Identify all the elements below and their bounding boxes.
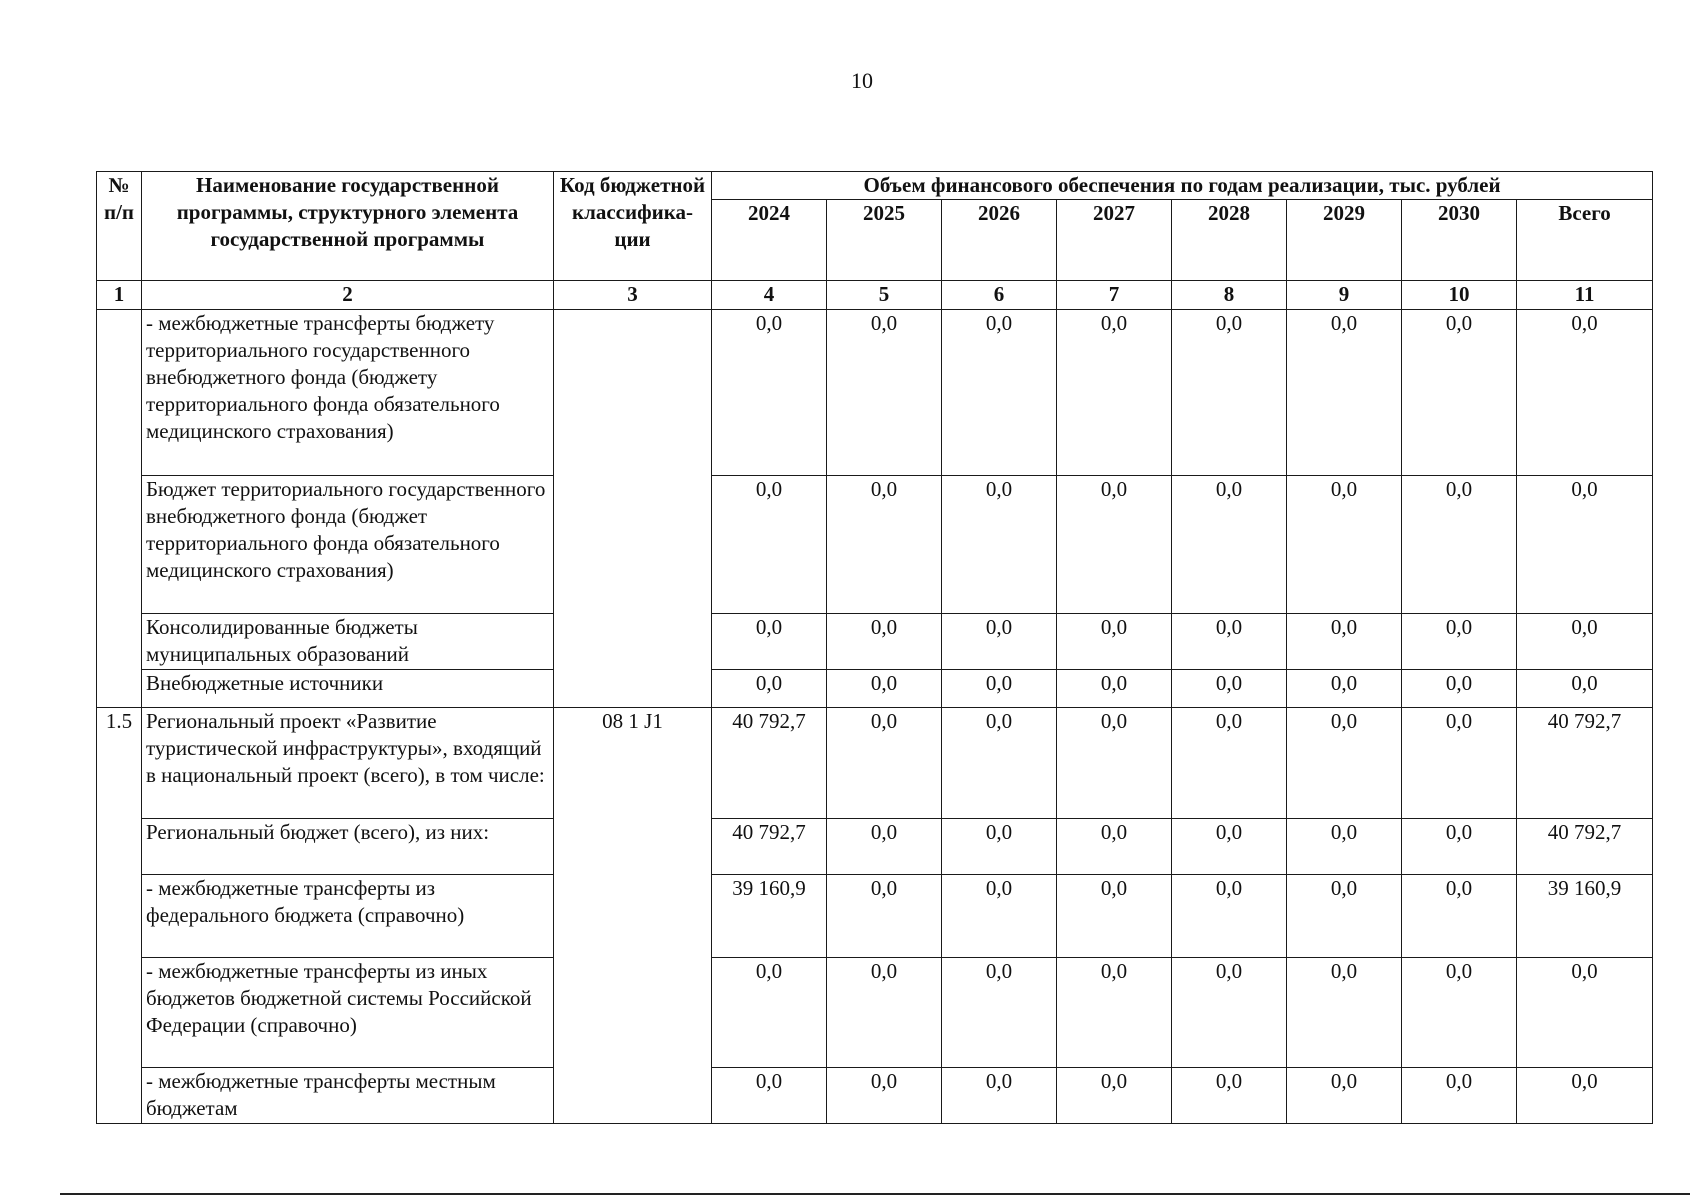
header-year: 2024 <box>712 200 827 281</box>
row-name: - межбюджетные трансферты из федерального бюджета (справочно) <box>142 875 554 958</box>
value-cell: 0,0 <box>827 708 942 819</box>
value-cell: 0,0 <box>827 476 942 614</box>
row-name: - межбюджетные трансферты бюджету территориального государственного внебюджетного фонда (бюджету территориального фонда обязательного медицинского страхования) <box>142 310 554 476</box>
value-cell: 0,0 <box>1287 819 1402 875</box>
value-cell: 0,0 <box>942 819 1057 875</box>
value-cell: 0,0 <box>1172 1068 1287 1124</box>
row-number <box>97 310 142 708</box>
value-cell: 0,0 <box>1287 708 1402 819</box>
value-cell: 0,0 <box>1517 310 1653 476</box>
value-cell: 0,0 <box>942 1068 1057 1124</box>
table-row <box>97 1068 1653 1124</box>
value-cell: 39 160,9 <box>1517 875 1653 958</box>
value-cell: 0,0 <box>1517 614 1653 670</box>
value-cell: 0,0 <box>1287 958 1402 1068</box>
value-cell: 0,0 <box>1287 1068 1402 1124</box>
row-code: 08 1 J1 <box>554 708 712 1124</box>
value-cell: 0,0 <box>1287 875 1402 958</box>
value-cell: 0,0 <box>942 958 1057 1068</box>
value-cell: 0,0 <box>942 875 1057 958</box>
column-index: 5 <box>827 281 942 310</box>
value-cell: 0,0 <box>827 1068 942 1124</box>
value-cell: 0,0 <box>1517 670 1653 708</box>
value-cell: 0,0 <box>712 614 827 670</box>
header-year: 2029 <box>1287 200 1402 281</box>
value-cell: 0,0 <box>1402 310 1517 476</box>
value-cell: 0,0 <box>1172 670 1287 708</box>
value-cell: 0,0 <box>827 614 942 670</box>
value-cell: 0,0 <box>1402 875 1517 958</box>
value-cell: 40 792,7 <box>712 819 827 875</box>
value-cell: 0,0 <box>712 310 827 476</box>
column-index: 3 <box>554 281 712 310</box>
row-name: Региональный бюджет (всего), из них: <box>142 819 554 875</box>
row-name: Бюджет территориального государственного внебюджетного фонда (бюджет территориального фонда обязательного медицинского страхования) <box>142 476 554 614</box>
row-number: 1.5 <box>97 708 142 1124</box>
value-cell: 0,0 <box>1172 875 1287 958</box>
row-name: Консолидированные бюджеты муниципальных образований <box>142 614 554 670</box>
value-cell: 0,0 <box>1057 670 1172 708</box>
value-cell: 0,0 <box>1057 708 1172 819</box>
value-cell: 0,0 <box>1057 958 1172 1068</box>
value-cell: 0,0 <box>1287 614 1402 670</box>
value-cell: 0,0 <box>1172 958 1287 1068</box>
column-index: 11 <box>1517 281 1653 310</box>
column-index: 2 <box>142 281 554 310</box>
value-cell: 0,0 <box>1172 708 1287 819</box>
value-cell: 39 160,9 <box>712 875 827 958</box>
value-cell: 0,0 <box>942 476 1057 614</box>
value-cell: 0,0 <box>712 670 827 708</box>
value-cell: 0,0 <box>827 875 942 958</box>
value-cell: 0,0 <box>827 310 942 476</box>
row-name: Внебюджетные источники <box>142 670 554 708</box>
value-cell: 0,0 <box>1517 1068 1653 1124</box>
column-index: 7 <box>1057 281 1172 310</box>
header-volume: Объем финансового обеспечения по годам реализации, тыс. рублей <box>712 172 1653 200</box>
value-cell: 0,0 <box>1057 819 1172 875</box>
table-row <box>97 875 1653 958</box>
column-index: 9 <box>1287 281 1402 310</box>
header-number: № п/п <box>97 172 142 281</box>
value-cell: 0,0 <box>1057 614 1172 670</box>
value-cell: 0,0 <box>827 670 942 708</box>
table-header <box>97 172 1653 310</box>
value-cell: 0,0 <box>1172 614 1287 670</box>
column-index: 6 <box>942 281 1057 310</box>
column-index: 1 <box>97 281 142 310</box>
value-cell: 0,0 <box>942 614 1057 670</box>
value-cell: 40 792,7 <box>1517 708 1653 819</box>
value-cell: 0,0 <box>1287 310 1402 476</box>
row-code <box>554 310 712 708</box>
value-cell: 0,0 <box>1402 476 1517 614</box>
value-cell: 0,0 <box>1517 958 1653 1068</box>
header-year: 2025 <box>827 200 942 281</box>
value-cell: 0,0 <box>1402 614 1517 670</box>
table-row <box>97 708 1653 819</box>
value-cell: 40 792,7 <box>1517 819 1653 875</box>
column-index: 8 <box>1172 281 1287 310</box>
value-cell: 0,0 <box>712 1068 827 1124</box>
column-index: 4 <box>712 281 827 310</box>
value-cell: 0,0 <box>1287 670 1402 708</box>
table-row <box>97 958 1653 1068</box>
value-cell: 0,0 <box>1172 819 1287 875</box>
table-row <box>97 614 1653 670</box>
row-name: - межбюджетные трансферты местным бюджетам <box>142 1068 554 1124</box>
value-cell: 0,0 <box>1287 476 1402 614</box>
value-cell: 0,0 <box>1057 310 1172 476</box>
row-name: - межбюджетные трансферты из иных бюджетов бюджетной системы Российской Федерации (справочно) <box>142 958 554 1068</box>
value-cell: 0,0 <box>712 476 827 614</box>
value-cell: 0,0 <box>942 310 1057 476</box>
column-index-row <box>97 281 1653 310</box>
table-row <box>97 819 1653 875</box>
table-row <box>97 670 1653 708</box>
header-year: 2027 <box>1057 200 1172 281</box>
table-row <box>97 476 1653 614</box>
column-index: 10 <box>1402 281 1517 310</box>
value-cell: 0,0 <box>1402 819 1517 875</box>
header-year: 2030 <box>1402 200 1517 281</box>
value-cell: 0,0 <box>712 958 827 1068</box>
value-cell: 0,0 <box>1057 476 1172 614</box>
header-code: Код бюджетной классифика-ции <box>554 172 712 281</box>
value-cell: 0,0 <box>1057 1068 1172 1124</box>
value-cell: 0,0 <box>827 958 942 1068</box>
header-total: Всего <box>1517 200 1653 281</box>
row-name: Региональный проект «Развитие туристической инфраструктуры», входящий в национальный проект (всего), в том числе: <box>142 708 554 819</box>
value-cell: 0,0 <box>1402 670 1517 708</box>
value-cell: 0,0 <box>942 670 1057 708</box>
financing-table <box>96 171 1653 1124</box>
value-cell: 0,0 <box>1172 310 1287 476</box>
value-cell: 0,0 <box>1057 875 1172 958</box>
value-cell: 0,0 <box>1517 476 1653 614</box>
page-bottom-rule <box>60 1193 1690 1195</box>
header-year: 2026 <box>942 200 1057 281</box>
value-cell: 0,0 <box>1402 1068 1517 1124</box>
value-cell: 0,0 <box>1402 708 1517 819</box>
header-name: Наименование государственной программы, структурного элемента государственной программы <box>142 172 554 281</box>
table-row <box>97 310 1653 476</box>
header-year: 2028 <box>1172 200 1287 281</box>
value-cell: 0,0 <box>1402 958 1517 1068</box>
value-cell: 0,0 <box>942 708 1057 819</box>
value-cell: 0,0 <box>827 819 942 875</box>
value-cell: 0,0 <box>1172 476 1287 614</box>
page-number: 10 <box>851 68 873 93</box>
value-cell: 40 792,7 <box>712 708 827 819</box>
